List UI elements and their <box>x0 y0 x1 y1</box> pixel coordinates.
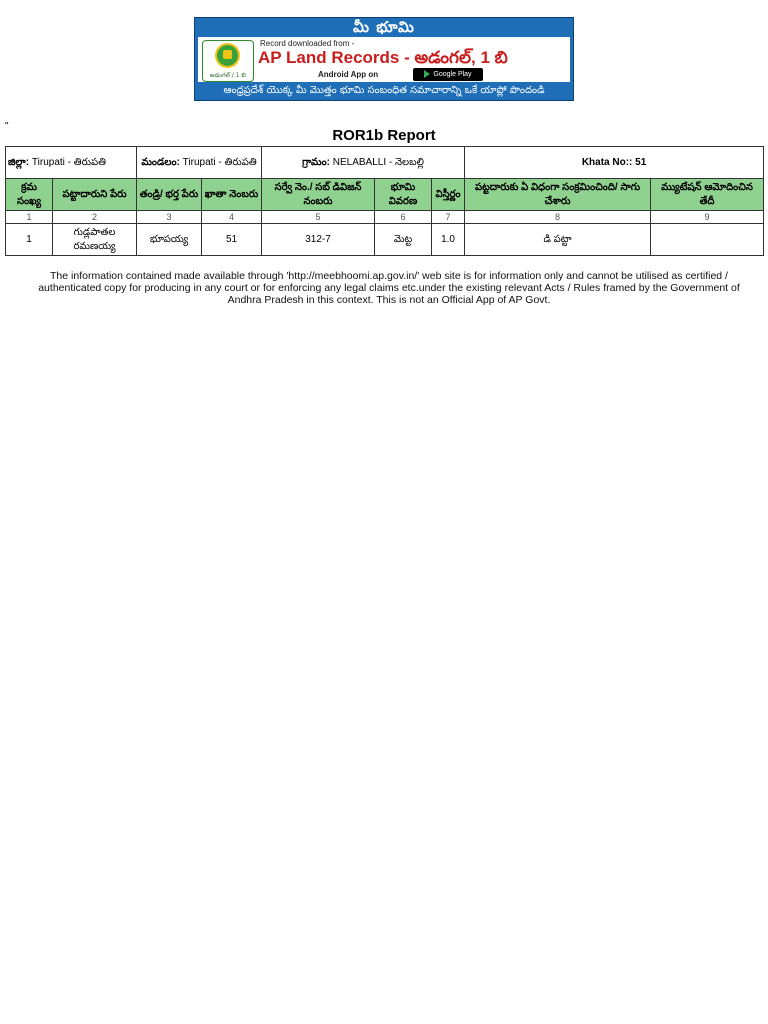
district-label: జిల్లా: <box>8 156 30 168</box>
column-header: మ్యుటేషన్ ఆమోదించిన తేదీ <box>651 179 764 211</box>
header-row <box>6 179 764 211</box>
report-title: ROR1b Report <box>332 127 436 144</box>
android-app-text: Android App on <box>318 70 379 79</box>
column-header: ఖాతా నెంబరు <box>202 179 262 211</box>
district-value: Tirupati - తిరుపతి <box>31 156 106 168</box>
play-icon <box>424 70 430 78</box>
khata-label: Khata No:: <box>581 157 633 168</box>
info-row <box>6 147 764 179</box>
banner-middle <box>198 37 570 82</box>
mandal-value: Tirupati - తిరుపతి <box>182 156 257 168</box>
column-number: 5 <box>262 211 375 224</box>
quote-mark: " <box>5 121 9 132</box>
column-number: 7 <box>432 211 465 224</box>
banner-top-text: మీ భూమి <box>353 18 415 36</box>
mandal-label: మండలం: <box>141 156 180 168</box>
pattadar-name-cell: గుడ్లపాతల రమణయ్య <box>53 224 137 256</box>
khata-value: 51 <box>635 157 647 168</box>
column-header: విస్తీర్ణం <box>432 179 465 211</box>
land-type-cell: మెట్ట <box>375 224 432 256</box>
table-row <box>6 224 764 256</box>
khata-number-cell: 51 <box>202 224 262 256</box>
mandal-cell <box>137 147 262 179</box>
extent-cell: 1.0 <box>432 224 465 256</box>
column-header: తండ్రి/ భర్త పేరు <box>137 179 202 211</box>
disclaimer-text: The information contained made available through 'http://meebhoomi.ap.gov.in/' web site is for information only and cannot be utilised as certified / authenticated copy for producing in any court or for enforcing any legal claims etc.under the existing relevant Acts / Rules framed by the Government of Andhra Pradesh in this context. This is not an Official App of AP Govt. <box>38 270 740 306</box>
column-number: 9 <box>651 211 764 224</box>
banner-bottom-text: ఆంధ్రప్రదేశ్ యొక్క మీ మొత్తం భూమి సంబంధిత సమాచారాన్ని ఒకే యాప్లో పొందండి <box>223 85 545 96</box>
column-number: 3 <box>137 211 202 224</box>
column-number-row <box>6 211 764 224</box>
column-number: 4 <box>202 211 262 224</box>
app-banner <box>194 17 574 101</box>
column-number: 2 <box>53 211 137 224</box>
column-number: 6 <box>375 211 432 224</box>
ror-table <box>5 146 764 256</box>
column-header: క్రమ సంఖ్య <box>6 179 53 211</box>
village-value: NELABALLI - నెలబల్లి <box>332 156 424 168</box>
column-header: పట్టాదారుని పేరు <box>53 179 137 211</box>
record-downloaded-text: Record downloaded from - <box>260 39 355 48</box>
khata-cell <box>465 147 764 179</box>
column-number: 1 <box>6 211 53 224</box>
district-cell <box>6 147 137 179</box>
google-play-label: Google Play <box>433 71 472 78</box>
column-header: సర్వే నెం./ సబ్ డివిజన్ నంబరు <box>262 179 375 211</box>
column-number: 8 <box>465 211 651 224</box>
ap-land-records-title: AP Land Records - అడంగల్, 1 బి <box>258 48 508 67</box>
survey-number-cell: 312-7 <box>262 224 375 256</box>
father-name-cell: భూపయ్య <box>137 224 202 256</box>
mutation-date-cell <box>651 224 764 256</box>
google-play-badge[interactable] <box>413 68 483 81</box>
village-cell <box>262 147 465 179</box>
logo-text: అడంగల్ / 1 బి <box>209 72 247 79</box>
column-header: భూమి వివరణ <box>375 179 432 211</box>
acquisition-cell: డి పట్టా <box>465 224 651 256</box>
serial-number-cell: 1 <box>6 224 53 256</box>
village-label: గ్రామం: <box>302 156 330 168</box>
column-header: పట్టదారుకు ఏ విధంగా సంక్రమించింది/ సాగు చేశారు <box>465 179 651 211</box>
app-logo-icon <box>202 40 254 82</box>
